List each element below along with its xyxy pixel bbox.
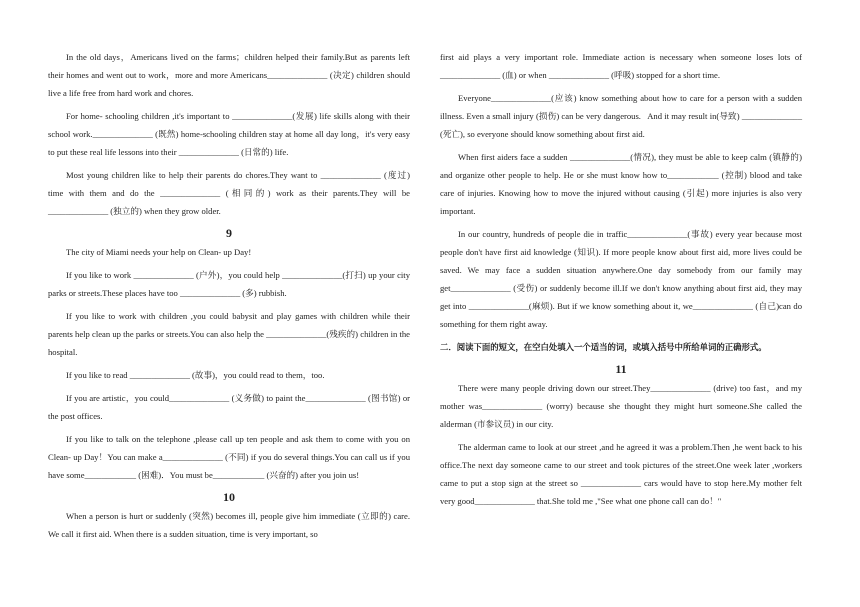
passage-11-paragraph-1: There were many people driving down our street.They______________ (drive) too fast，and my mother was______________ (worry) because she thought they might hurt someone.She called the alderman (市参议员) in our city. [440,383,805,429]
passage-8-paragraph-2: For home- schooling children ,it's important to ______________(发展) life skills along with their school work.______________ (既然) home-schooling children stay at home all day long，it's very easy to put these real life lessons into their ______________ (日常的) life. [48,111,413,157]
passage-10-number: 10 [223,490,235,504]
left-column [48,48,413,548]
right-column [440,48,805,515]
passage-9-number: 9 [226,226,232,240]
passage-9-paragraph-3: If you like to work with children ,you could babysit and play games with children while their parents help clean up the parks or streets.You can also help the ______________(残疾的) children in the hospital. [48,311,413,357]
passage-10-paragraph-4: In our country, hundreds of people die in traffic______________(事故) every year because most people don't have first aid knowledge (知识). If more people know about first aid, more lives could be saved. We may face a sudden situation anywhere.One day somebody from our family may get______________ (受伤) or suddenly become ill.If we don't know anything about first aid, they may get into ______________(麻烦). But if we know something about it, we______________ (自己)can do something for them right away. [440,229,805,329]
passage-11-paragraph-2: The alderman came to look at our street ,and he agreed it was a problem.Then ,he went back to his office.The next day someone came to our street and took pictures of the street.One week later ,workers came to put a stop sign at the street so ______________ cars would have to stop here.My mother felt very good______________ that.She told me ,"See what one phone call can do！" [440,442,805,506]
passage-9-paragraph-4: If you like to read ______________ (故事)，you could read to them，too. [66,370,325,380]
passage-9-paragraph-2: If you like to work ______________ (户外)，you could help ______________(打扫) up your city parks or streets.These places have too ______________ (多) rubbish. [48,270,413,298]
passage-9-paragraph-6: If you like to talk on the telephone ,please call up ten people and ask them to come with you on Clean- up Day！You can make a______________ (不同) if you do several things.You can call us if you have some____________ (困难)．You must be____________ (兴奋的) after you join us! [48,434,413,480]
passage-10-paragraph-2: Everyone______________(应该) know something about how to care for a person with a sudden illness. Even a small injury (损伤) can be very dangerous. And it may result in(导致) ______________ (死亡), so everyone should know something about first aid. [440,93,805,139]
passage-10-continued: first aid plays a very important role. Immediate action is necessary when someone loses lots of ______________ (血) or when ______________ (呼吸) stopped for a short time. [440,52,805,80]
passage-8-paragraph-3: Most young children like to help their parents do chores.They want to ______________ (度过) time with them and do the ______________ (相同的) work as their parents.They will be ______________ (独立的) when they grow older. [48,170,413,216]
passage-11-number: 11 [615,362,627,376]
passage-9-paragraph-5: If you are artistic，you could______________ (义务做) to paint the______________ (图书馆) or the post offices. [48,393,413,421]
passage-10-paragraph-1: When a person is hurt or suddenly (突然) becomes ill, people give him immediate (立即的) care. We call it first aid. When there is a sudden situation, time is very important, so [48,511,412,539]
passage-9-paragraph-1: The city of Miami needs your help on Clean- up Day! [66,247,252,257]
passage-10-paragraph-3: When first aiders face a sudden ______________(情况), they must be able to keep calm (镇静的) and organize other people to help. He or she must know how to____________ (控制) blood and take care of injuries. Knowing how to move the injured without causing (引起) more injuries is also very important. [440,152,805,216]
section-heading: 二．阅读下面的短文，在空白处填入一个适当的词，或填入括号中所给单词的正确形式。 [440,342,767,352]
passage-8-paragraph-1: In the old days，Americans lived on the farms；children helped their family.But as parents left their homes and went out to work，more and more Americans______________ (决定) children should live a life free from hard work and chores. [48,52,413,98]
